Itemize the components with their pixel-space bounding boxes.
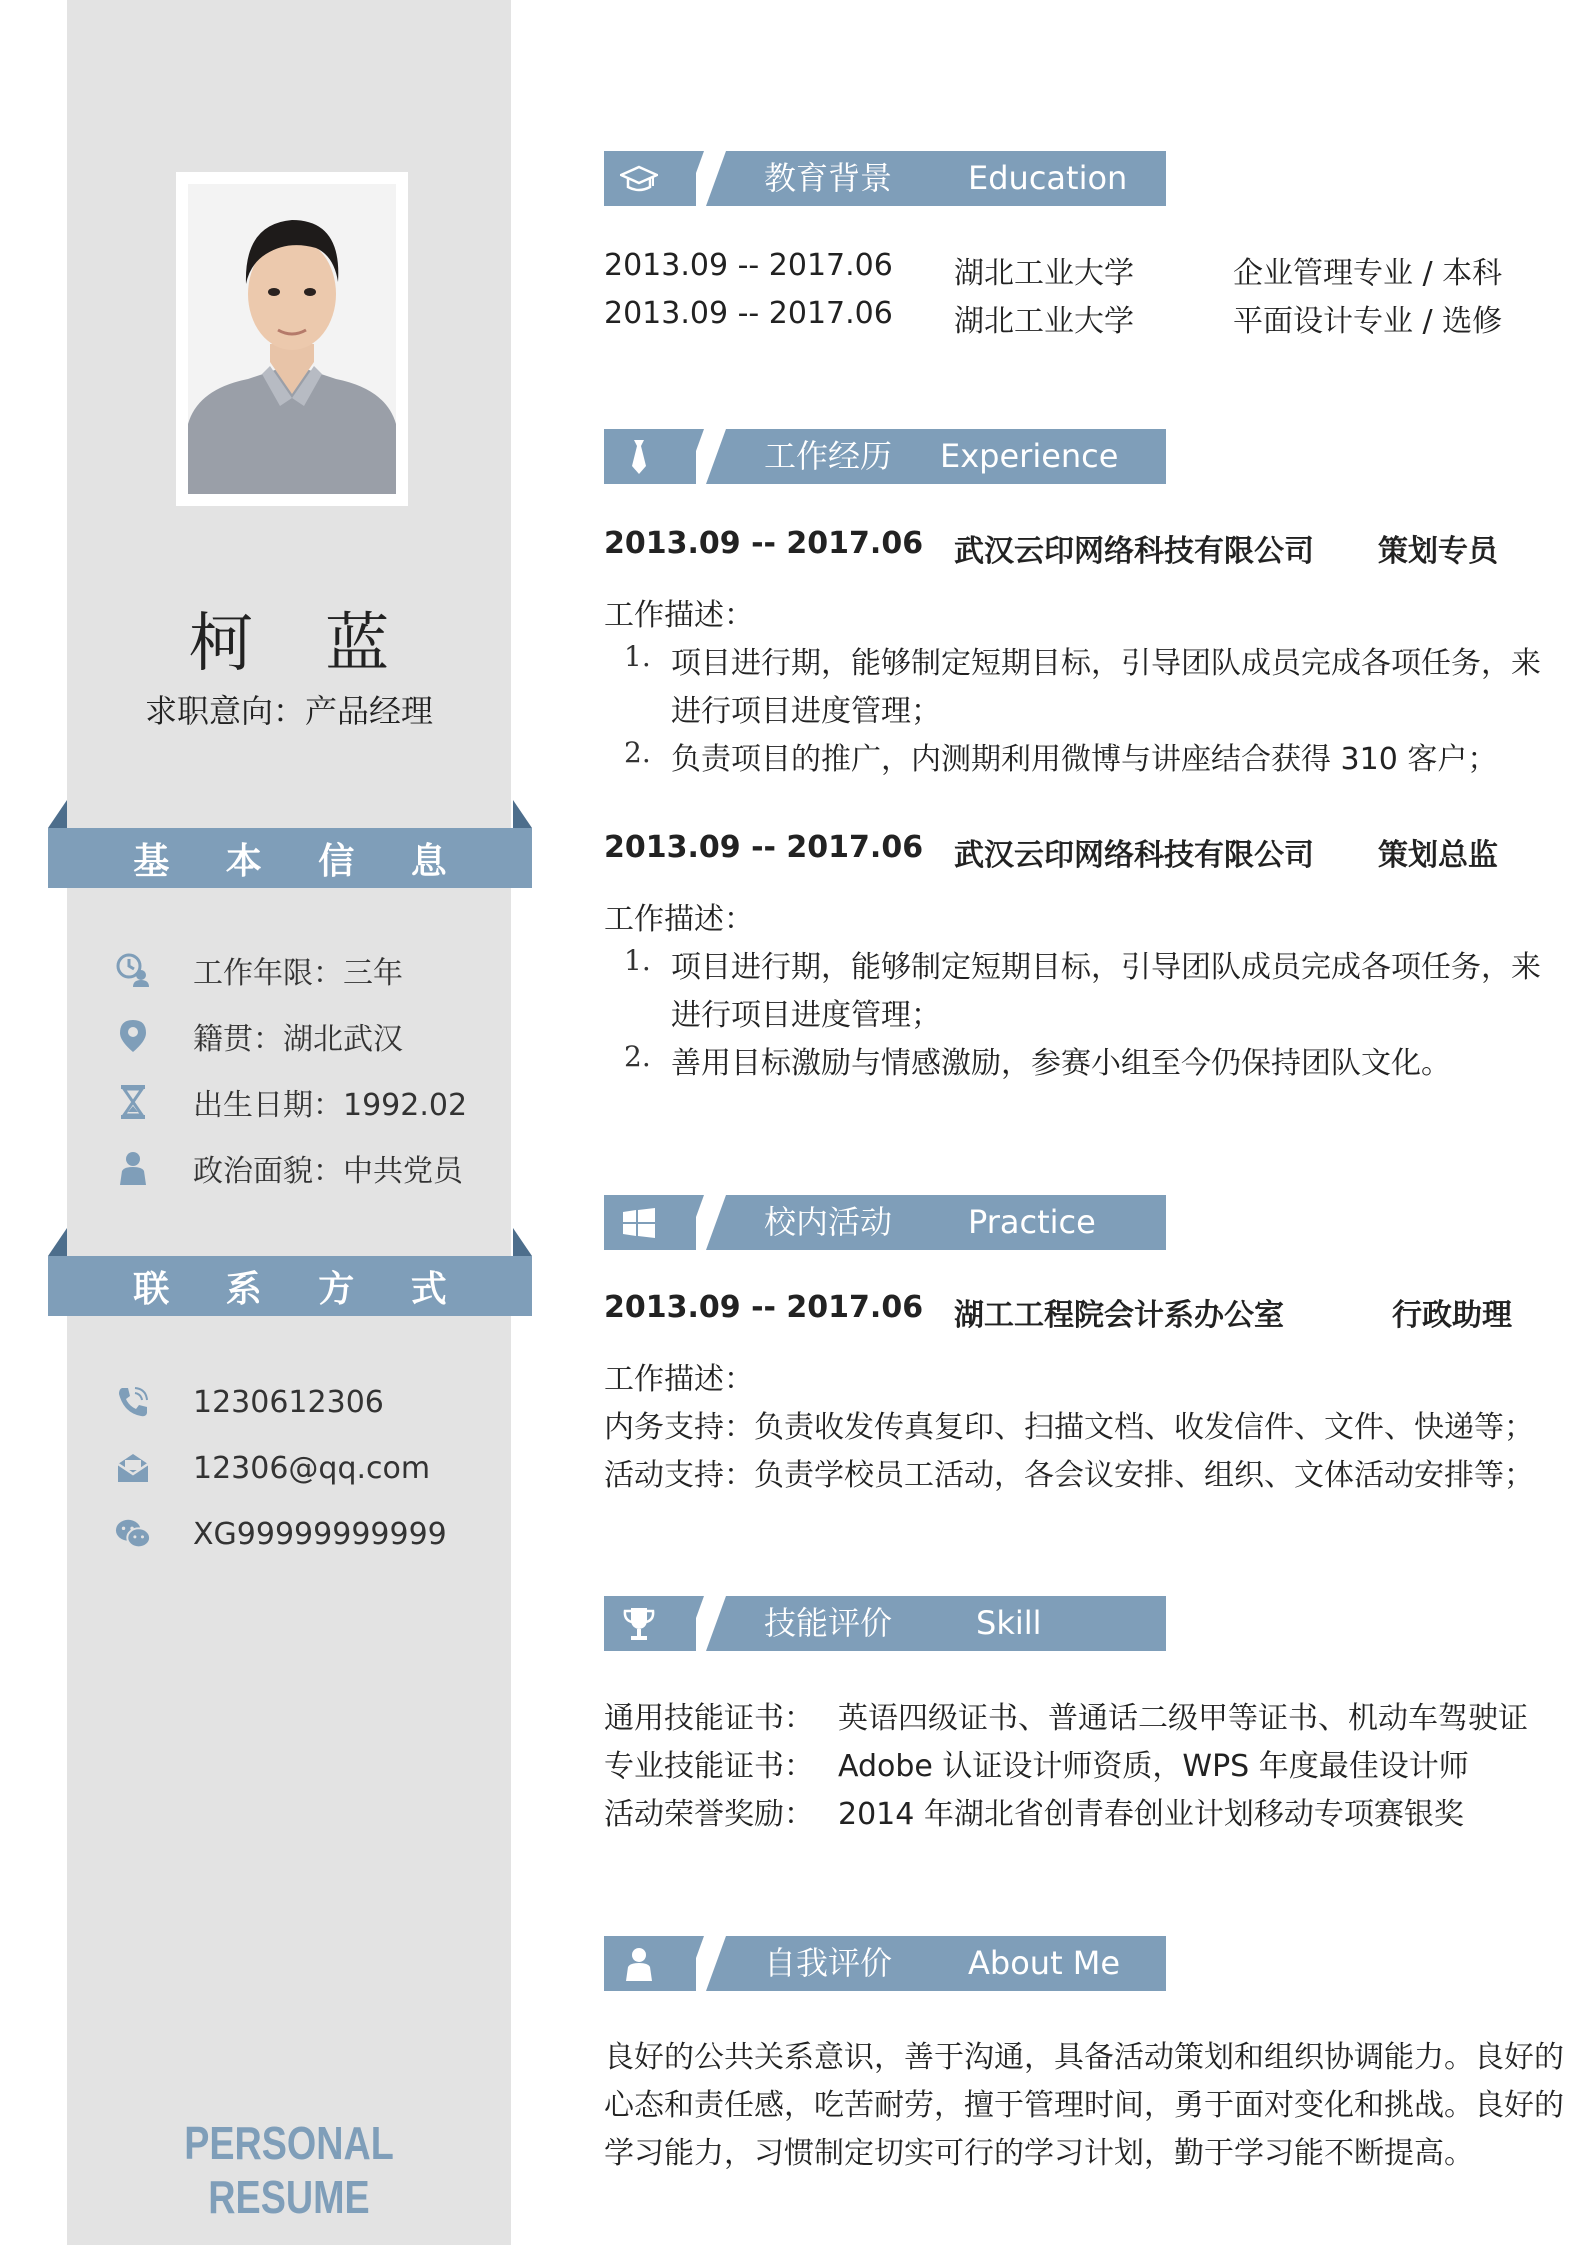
info-birthdate [115, 1078, 467, 1126]
practice-role: 行政助理 [1392, 1298, 1512, 1333]
job-role: 策划专员 [1378, 534, 1498, 569]
contact-text: 1230612306 [193, 1384, 384, 1420]
job-item-line: 负责项目的推广，内测期利用微博与讲座结合获得 310 客户； [671, 742, 1498, 777]
contact-text: 12306@qq.com [193, 1450, 431, 1486]
wechat-icon [115, 1516, 151, 1552]
list-number: 1. [624, 640, 651, 673]
ribbon-fold-right [513, 800, 532, 828]
brand-title: PERSONAL RESUME [184, 2117, 394, 2223]
about-line: 良好的公共关系意识，善于沟通，具备活动策划和组织协调能力。良好的 [604, 2040, 1564, 2075]
section-header-practice [604, 1195, 1166, 1250]
practice-desc-label: 工作描述： [604, 1362, 754, 1397]
info-work-years [115, 946, 403, 994]
section-title-cn: 自我评价 [764, 1944, 893, 1982]
skill-value: 2014 年湖北省创青春创业计划移动专项赛银奖 [838, 1797, 1464, 1832]
practice-line: 活动支持：负责学校员工活动，各会议安排、组织、文体活动安排等； [604, 1458, 1534, 1493]
contact-header: 联 系 方 式 [48, 1256, 532, 1316]
contact-phone [115, 1378, 384, 1426]
section-header-skill [604, 1596, 1166, 1651]
edu-date: 2013.09 -- 2017.06 [604, 248, 893, 283]
job-item-line: 项目进行期，能够制定短期目标，引导团队成员完成各项任务，来 [671, 950, 1541, 985]
section-title-en: About Me [968, 1944, 1121, 1982]
location-pin-icon [115, 1018, 151, 1054]
info-hometown [115, 1012, 403, 1060]
info-political-status [115, 1144, 463, 1192]
edu-school: 湖北工业大学 [954, 304, 1134, 339]
clock-user-icon [115, 952, 151, 988]
list-number: 2. [624, 736, 651, 769]
edu-major: 平面设计专业 / 选修 [1233, 304, 1503, 339]
list-number: 1. [624, 944, 651, 977]
job-date: 2013.09 -- 2017.06 [604, 830, 924, 865]
job-company: 武汉云印网络科技有限公司 [954, 534, 1314, 569]
practice-date: 2013.09 -- 2017.06 [604, 1290, 924, 1325]
graduation-cap-icon [620, 160, 658, 198]
edu-school: 湖北工业大学 [954, 256, 1134, 291]
section-header-about [604, 1936, 1166, 1991]
section-title-en: Practice [968, 1203, 1096, 1241]
basic-info-header: 基 本 信 息 [48, 828, 532, 888]
section-header-experience [604, 429, 1166, 484]
section-header-education [604, 151, 1166, 206]
info-text: 籍贯：湖北武汉 [193, 1022, 403, 1057]
skill-label: 专业技能证书： [604, 1749, 814, 1784]
job-date: 2013.09 -- 2017.06 [604, 526, 924, 561]
windows-icon [620, 1204, 658, 1242]
about-line: 学习能力，习惯制定切实可行的学习计划，勤于学习能不断提高。 [604, 2136, 1474, 2171]
job-intent: 求职意向：产品经理 [144, 692, 433, 730]
necktie-icon [620, 438, 658, 476]
profile-photo [188, 184, 396, 494]
ribbon-fold-left [48, 1228, 67, 1256]
job-desc-label: 工作描述： [604, 902, 754, 937]
job-item-line: 进行项目进度管理； [671, 998, 941, 1033]
contact-text: XG99999999999 [193, 1516, 447, 1552]
edu-date: 2013.09 -- 2017.06 [604, 296, 893, 331]
section-title-cn: 校内活动 [764, 1203, 893, 1241]
job-item-line: 项目进行期，能够制定短期目标，引导团队成员完成各项任务，来 [671, 646, 1541, 681]
info-text: 政治面貌：中共党员 [193, 1154, 463, 1189]
section-title-cn: 工作经历 [764, 437, 893, 475]
hourglass-icon [115, 1084, 151, 1120]
info-text: 出生日期：1992.02 [193, 1088, 468, 1123]
list-number: 2. [624, 1040, 651, 1073]
practice-org: 湖工工程院会计系办公室 [954, 1298, 1284, 1333]
contact-email [115, 1444, 430, 1492]
trophy-icon [620, 1605, 658, 1643]
person-icon [115, 1150, 151, 1186]
job-company: 武汉云印网络科技有限公司 [954, 838, 1314, 873]
job-item-line: 善用目标激励与情感激励，参赛小组至今仍保持团队文化。 [671, 1046, 1451, 1081]
edu-major: 企业管理专业 / 本科 [1233, 256, 1503, 291]
skill-label: 通用技能证书： [604, 1701, 814, 1736]
skill-value: 英语四级证书、普通话二级甲等证书、机动车驾驶证 [838, 1701, 1528, 1736]
phone-icon [115, 1384, 151, 1420]
practice-line: 内务支持：负责收发传真复印、扫描文档、收发信件、文件、快递等； [604, 1410, 1534, 1445]
about-line: 心态和责任感，吃苦耐劳，擅于管理时间，勇于面对变化和挑战。良好的 [604, 2088, 1564, 2123]
profile-photo-frame [176, 172, 408, 506]
mail-icon [115, 1450, 151, 1486]
ribbon-fold-left [48, 800, 67, 828]
job-item-line: 进行项目进度管理； [671, 694, 941, 729]
section-title-en: Experience [940, 437, 1119, 475]
section-title-cn: 技能评价 [764, 1604, 893, 1642]
person-icon [620, 1945, 658, 1983]
job-desc-label: 工作描述： [604, 598, 754, 633]
contact-wechat [115, 1510, 447, 1558]
candidate-name: 柯 蓝 [188, 607, 416, 681]
section-title-en: Education [968, 159, 1128, 197]
job-role: 策划总监 [1378, 838, 1498, 873]
ribbon-fold-right [513, 1228, 532, 1256]
skill-label: 活动荣誉奖励： [604, 1797, 814, 1832]
skill-value: Adobe 认证设计师资质，WPS 年度最佳设计师 [838, 1749, 1469, 1784]
section-title-cn: 教育背景 [764, 159, 893, 197]
info-text: 工作年限：三年 [193, 956, 403, 991]
section-title-en: Skill [976, 1604, 1042, 1642]
